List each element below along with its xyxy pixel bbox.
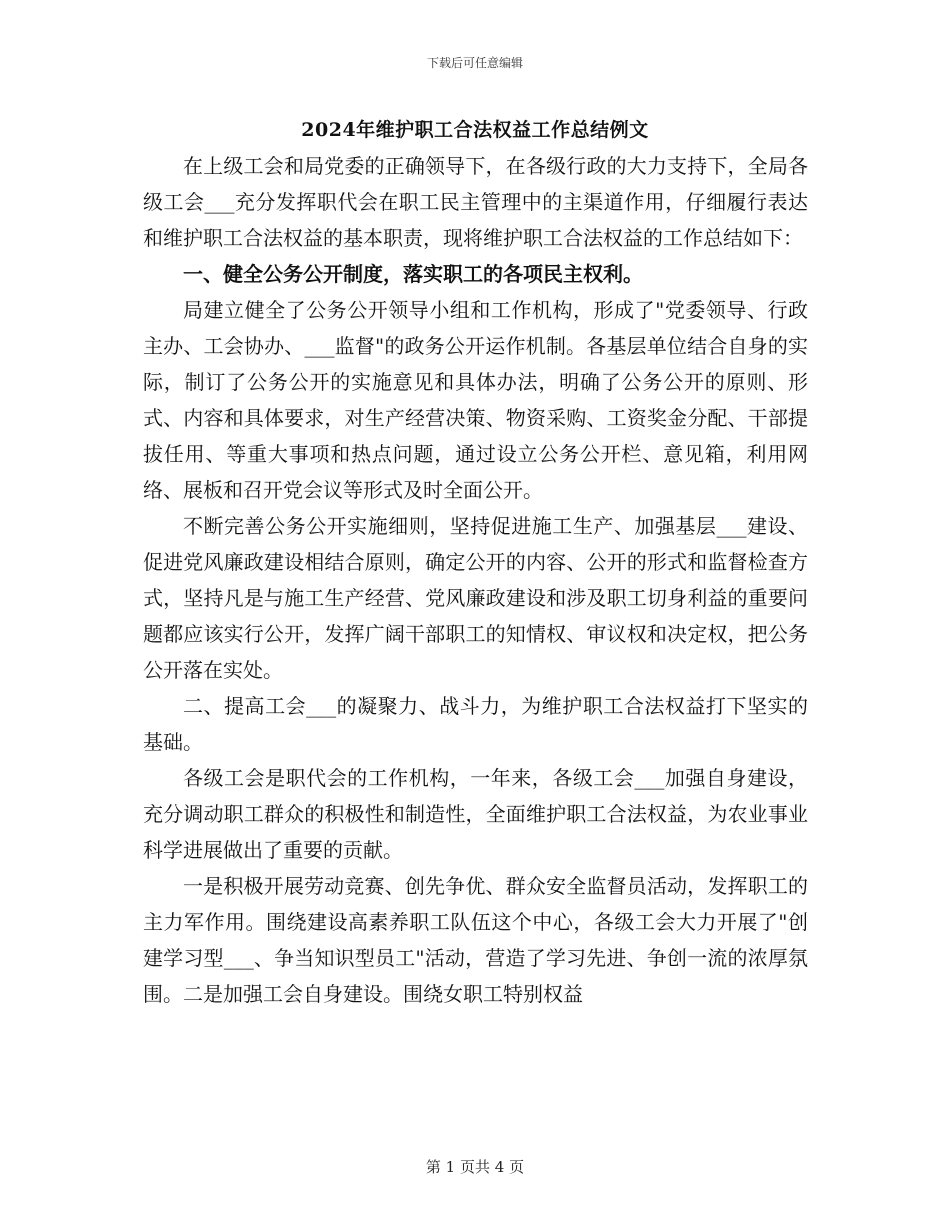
paragraph-2: 不断完善公务公开实施细则，坚持促进施工生产、加强基层___建设、促进党风廉政建设相结合原则，确定公开的内容、公开的形式和监督检查方式，坚持凡是与施工生产经营、党风廉政建设和涉及职工切身利益的重要问题都应该实行公开，发挥广阔干部职工的知情权、审议权和决定权，把公务公开落在实处。: [143, 514, 808, 682]
paragraph-3: 各级工会是职代会的工作机构，一年来，各级工会___加强自身建设，充分调动职工群众的积极性和制造性，全面维护职工合法权益，为农业事业科学进展做出了重要的贡献。: [143, 766, 808, 862]
document-title: 2024年维护职工合法权益工作总结例文: [301, 119, 649, 141]
header-note: 下载后可任意编辑: [426, 56, 523, 70]
section-heading-2: 二、提高工会___的凝聚力、战斗力，为维护职工合法权益打下坚实的基础。: [143, 694, 808, 754]
paragraph-1: 局建立健全了公务公开领导小组和工作机构，形成了"党委领导、行政主办、工会协办、___监督"的政务公开运作机制。各基层单位结合自身的实际，制订了公务公开的实施意见和具体办法，明确了公务公开的原则、形式、内容和具体要求，对生产经营决策、物资采购、工资奖金分配、干部提拔任用、等重大事项和热点问题，通过设立公务公开栏、意见箱，利用网络、展板和召开党会议等形式及时全面公开。: [143, 298, 808, 502]
paragraph-intro: 在上级工会和局党委的正确领导下，在各级行政的大力支持下，全局各级工会___充分发挥职代会在职工民主管理中的主渠道作用，仔细履行表达和维护职工合法权益的基本职责，现将维护职工合法权益的工作总结如下：: [143, 154, 808, 250]
document-body: [143, 148, 808, 1012]
section-heading-1: 一、健全公务公开制度，落实职工的各项民主权利。: [183, 262, 643, 286]
page-number: 第 1 页共 4 页: [425, 1158, 525, 1176]
paragraph-4: 一是积极开展劳动竞赛、创先争优、群众安全监督员活动，发挥职工的主力军作用。围绕建设高素养职工队伍这个中心，各级工会大力开展了"创建学习型___、争当知识型员工"活动，营造了学习先进、争创一流的浓厚氛围。二是加强工会自身建设。围绕女职工特别权益: [143, 874, 808, 1006]
